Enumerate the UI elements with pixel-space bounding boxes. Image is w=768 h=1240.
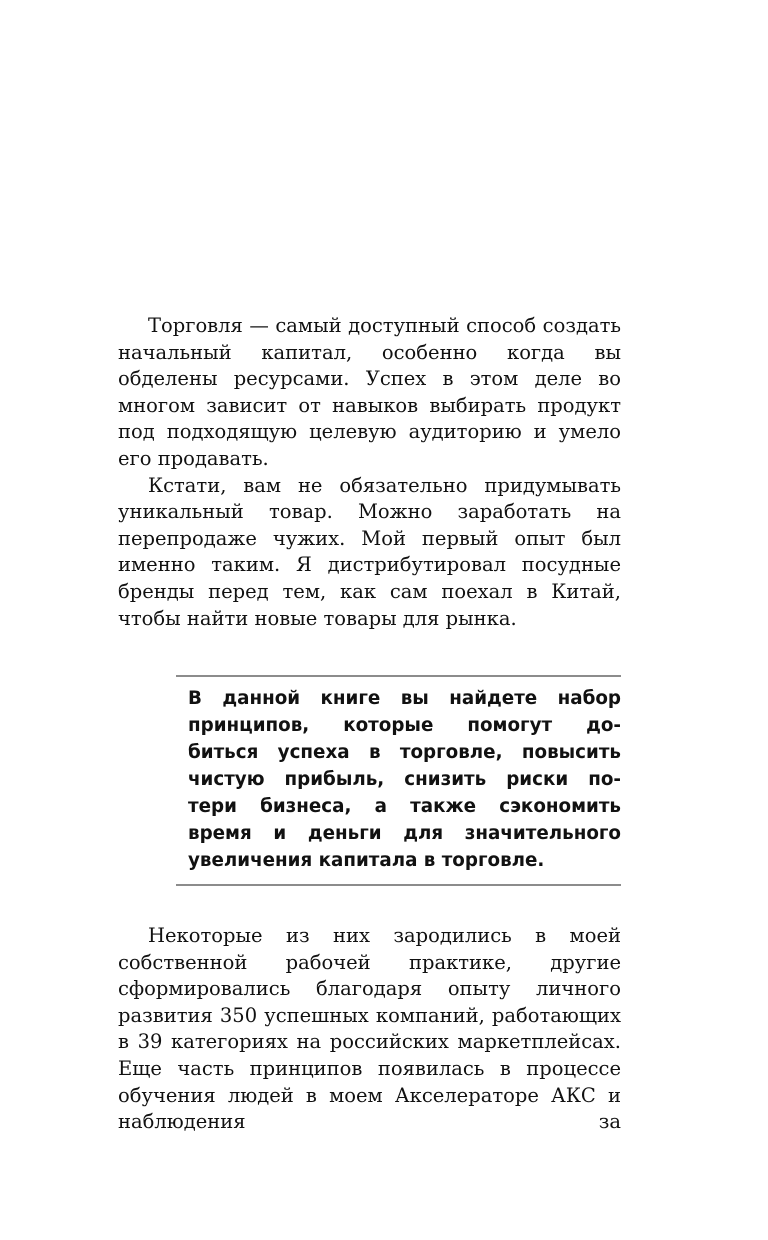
body-text-bottom (118, 923, 621, 1136)
paragraph-principles-origin: Некоторые из них зародились в моей собственной рабочей практике, другие сформировались благодаря опыту личного развития 350 успешных компаний, работающих в 39 категориях на российских маркетплейсах. Еще часть принципов появилась в процессе обучения людей в моем Акселераторе АКС и наблюдения за (118, 924, 621, 1134)
callout-line: время и деньги для значительного (188, 823, 621, 844)
callout-line: увеличения капитала в торговле. (188, 850, 545, 871)
paragraph-trade-intro: Торговля — самый доступный способ создать начальный капитал, особенно когда вы обделены ресурсами. Успех в этом деле во многом зависит от навыков выбирать продукт под подходящую целевую аудиторию и умело его продавать. (118, 314, 621, 470)
body-text-top (118, 313, 621, 632)
callout-text (188, 685, 621, 874)
paragraph-resale: Кстати, вам не обязательно придумывать уникальный товар. Можно заработать на перепродаже чужих. Мой первый опыт был именно таким. Я дистрибутировал посудные бренды перед тем, как сам поехал в Китай, чтобы найти новые товары для рынка. (118, 473, 621, 630)
callout-line: тери бизнеса, а также сэкономить (188, 796, 621, 817)
callout-line: чистую прибыль, снизить риски по- (188, 769, 621, 790)
callout-line: В данной книге вы найдете набор (188, 688, 621, 709)
callout-box (176, 675, 621, 886)
callout-line: принципов, которые помогут до- (188, 715, 621, 736)
callout-line: биться успеха в торговле, повысить (188, 742, 621, 763)
